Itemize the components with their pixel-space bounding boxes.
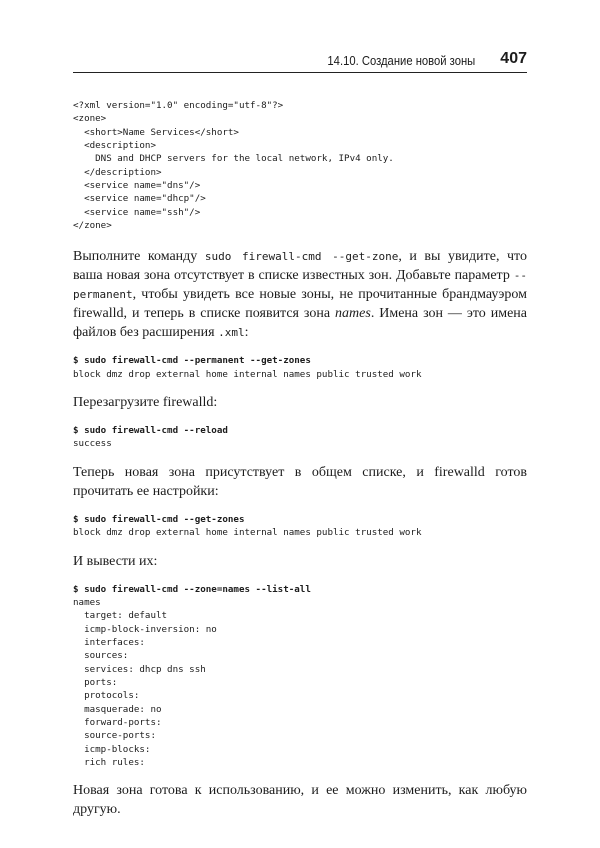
command-prompt: $ sudo firewall-cmd --zone=names --list-all: [73, 583, 311, 595]
command-block-list-all: [73, 583, 527, 770]
command-prompt: $ sudo firewall-cmd --get-zones: [73, 513, 245, 525]
output-line: icmp-blocks:: [73, 743, 151, 755]
code-line: <service name="dhcp"/>: [73, 193, 206, 205]
code-line: <zone>: [73, 113, 107, 125]
command-output: block dmz drop external home internal names public trusted work: [73, 527, 422, 539]
output-line: sources:: [73, 650, 129, 662]
xml-code-block: [73, 99, 527, 232]
code-line: DNS and DHCP servers for the local network, IPv4 only.: [73, 153, 394, 165]
code-line: <service name="dns"/>: [73, 180, 201, 192]
output-line: forward-ports:: [73, 716, 162, 728]
output-line: interfaces:: [73, 636, 145, 648]
page-body: [73, 99, 527, 819]
command-output: success: [73, 438, 112, 450]
inline-code: sudo firewall-cmd --get-zone: [204, 250, 399, 264]
output-line: protocols:: [73, 690, 140, 702]
output-line: source-ports:: [73, 730, 156, 742]
code-line: <?xml version="1.0" encoding="utf-8"?>: [73, 100, 284, 111]
code-line: <short>Name Services</short>: [73, 126, 239, 138]
running-head: 14.10. Создание новой зоны: [327, 54, 475, 68]
command-prompt: $ sudo firewall-cmd --reload: [73, 425, 228, 437]
page-number: 407: [500, 50, 527, 67]
output-line: icmp-block-inversion: no: [73, 623, 217, 635]
zone-name-emphasis: names: [335, 306, 371, 322]
code-line: <service name="ssh"/>: [73, 206, 201, 218]
page-header: [73, 50, 527, 73]
output-line: masquerade: no: [73, 703, 162, 715]
command-block-get-zones: [73, 513, 527, 540]
command-prompt: $ sudo firewall-cmd --permanent --get-zones: [73, 355, 311, 367]
code-line: </description>: [73, 166, 162, 178]
output-line: target: default: [73, 610, 168, 622]
paragraph-get-zone: Выполните команду sudo firewall-cmd --get-zone, и вы увидите, что ваша новая зона отсутствует в списке известных зон. Добавьте параметр --permanent, чтобы увидеть все новые зоны, не прочитанные брандмауэром firewalld, и теперь в списке появится зона names. Имена зон — это имена файлов без расширения .xml:: [73, 249, 528, 341]
code-line: <description>: [73, 140, 156, 152]
paragraph-show: И вывести их:: [73, 553, 158, 569]
command-block-reload: [73, 424, 527, 451]
paragraph-zone-present: Теперь новая зона присутствует в общем списке, и firewalld готов прочитать ее настройки:: [73, 464, 527, 499]
output-line: ports:: [73, 676, 118, 688]
inline-code: --permanent: [73, 269, 527, 302]
code-line: </zone>: [73, 220, 112, 232]
command-block-permanent: [73, 354, 527, 381]
output-line: names: [73, 596, 101, 608]
command-output: block dmz drop external home internal names public trusted work: [73, 368, 422, 380]
paragraph-ready: Новая зона готова к использованию, и ее можно изменить, как любую другую.: [73, 783, 527, 818]
inline-code: .xml: [218, 326, 245, 340]
paragraph-reload: Перезагрузите firewalld:: [73, 395, 218, 411]
output-line: services: dhcp dns ssh: [73, 663, 206, 675]
output-line: rich rules:: [73, 756, 145, 768]
